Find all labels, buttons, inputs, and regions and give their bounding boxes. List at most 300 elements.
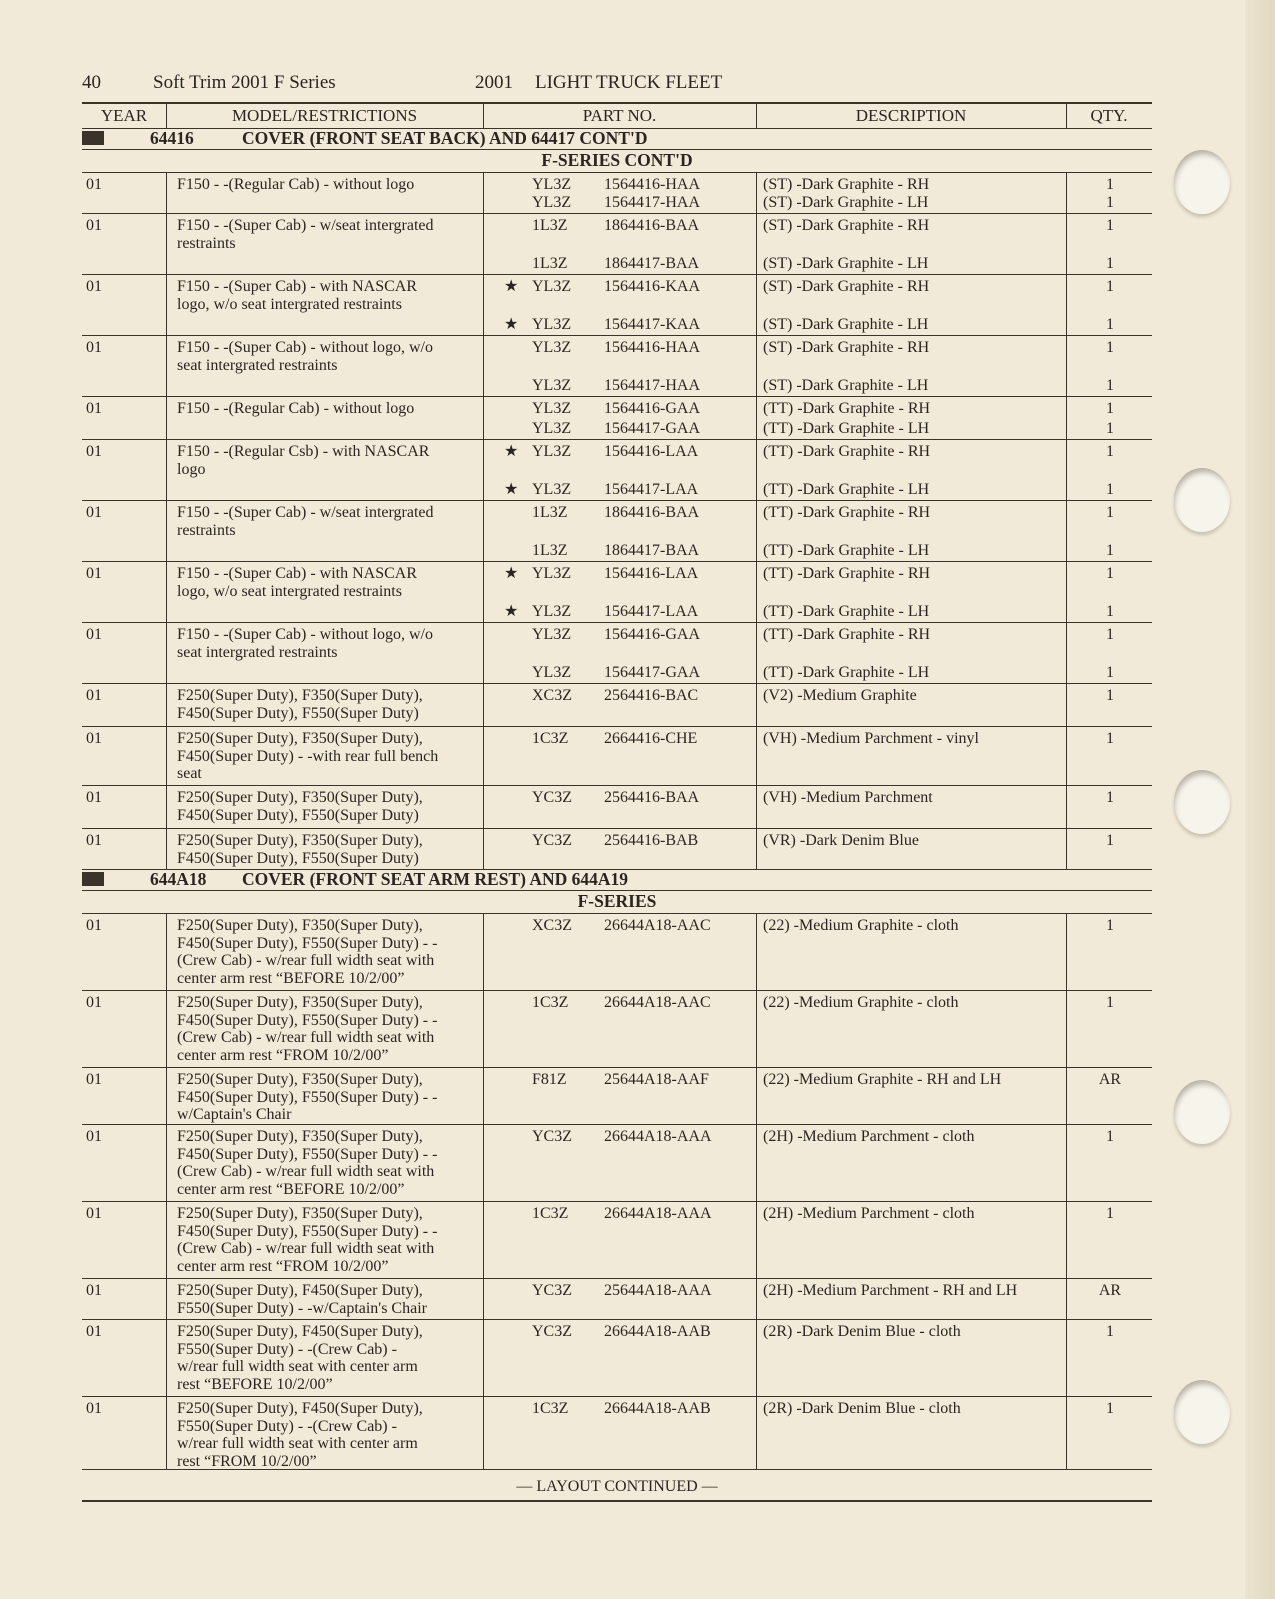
table-row bbox=[82, 501, 1152, 562]
qty-value: 1 bbox=[1106, 480, 1114, 498]
model-cell bbox=[166, 1397, 487, 1469]
model-cell bbox=[166, 1068, 487, 1124]
qty-value: 1 bbox=[1106, 400, 1114, 417]
part-prefix: YL3Z bbox=[532, 663, 572, 681]
description-cell bbox=[756, 397, 1073, 439]
header-year: 2001 bbox=[475, 72, 513, 93]
model-line: F250(Super Duty), F350(Super Duty), bbox=[177, 687, 423, 704]
qty-value: 1 bbox=[1106, 1400, 1114, 1417]
part-prefix: YL3Z bbox=[532, 602, 572, 620]
model-line: F250(Super Duty), F350(Super Duty), bbox=[177, 1205, 423, 1222]
part-cell bbox=[483, 829, 757, 869]
model-line: F250(Super Duty), F350(Super Duty), bbox=[177, 994, 423, 1011]
description-line: (22) -Medium Graphite - cloth bbox=[763, 917, 959, 934]
model-cell bbox=[166, 914, 487, 990]
star-icon: ★ bbox=[504, 278, 519, 295]
model-line: F250(Super Duty), F450(Super Duty), bbox=[177, 1323, 423, 1340]
part-number: 2564416-BAB bbox=[604, 832, 699, 849]
model-line: F250(Super Duty), F350(Super Duty), bbox=[177, 730, 423, 747]
qty-value: 1 bbox=[1106, 917, 1114, 934]
qty-value: 1 bbox=[1106, 315, 1114, 333]
part-prefix: YL3Z bbox=[532, 339, 572, 356]
binder-hole bbox=[1174, 468, 1230, 532]
model-line: seat intergrated restraints bbox=[177, 643, 338, 661]
section-title: COVER (FRONT SEAT BACK) AND 64417 CONT'D bbox=[242, 128, 648, 148]
table-row bbox=[82, 914, 1152, 991]
table-row bbox=[82, 1320, 1152, 1397]
qty-cell bbox=[1066, 991, 1153, 1067]
qty-value: 1 bbox=[1106, 730, 1114, 747]
model-cell bbox=[166, 1202, 487, 1278]
part-cell bbox=[483, 275, 757, 335]
part-number: 1564416-HAA bbox=[604, 339, 700, 356]
qty-cell bbox=[1066, 623, 1153, 683]
table-row bbox=[82, 1279, 1152, 1320]
part-prefix: YL3Z bbox=[532, 419, 572, 437]
qty-cell bbox=[1066, 786, 1153, 828]
description-cell bbox=[756, 829, 1073, 869]
description-line: (VR) -Dark Denim Blue bbox=[763, 832, 919, 849]
part-prefix: 1L3Z bbox=[532, 254, 568, 272]
qty-value: 1 bbox=[1106, 565, 1114, 582]
qty-cell bbox=[1066, 1320, 1153, 1396]
model-line: F150 - -(Regular Csb) - with NASCAR bbox=[177, 443, 430, 460]
table-row bbox=[82, 1068, 1152, 1125]
year-cell: 01 bbox=[86, 400, 102, 417]
table-row bbox=[82, 397, 1152, 440]
model-cell bbox=[166, 727, 487, 785]
qty-value: 1 bbox=[1106, 832, 1114, 849]
year-cell: 01 bbox=[86, 1323, 102, 1340]
qty-cell bbox=[1066, 275, 1153, 335]
section-header bbox=[82, 127, 1152, 150]
description-line: (22) -Medium Graphite - RH and LH bbox=[763, 1071, 1002, 1088]
qty-value: 1 bbox=[1106, 626, 1114, 643]
year-cell: 01 bbox=[86, 278, 102, 295]
description-cell bbox=[756, 684, 1073, 726]
year-cell: 01 bbox=[86, 1071, 102, 1088]
model-line: F150 - -(Regular Cab) - without logo bbox=[177, 400, 415, 417]
model-line: F450(Super Duty), F550(Super Duty) - - bbox=[177, 934, 438, 952]
part-prefix: YL3Z bbox=[532, 400, 572, 417]
description-cell bbox=[756, 501, 1073, 561]
year-cell: 01 bbox=[86, 789, 102, 806]
part-number: 1864416-BAA bbox=[604, 217, 700, 234]
qty-cell bbox=[1066, 1279, 1153, 1319]
part-cell bbox=[483, 1279, 757, 1319]
part-number: 25644A18-AAA bbox=[604, 1282, 712, 1299]
description-line: (2R) -Dark Denim Blue - cloth bbox=[763, 1323, 961, 1340]
model-line: (Crew Cab) - w/rear full width seat with bbox=[177, 952, 435, 969]
model-cell bbox=[166, 275, 487, 335]
part-cell bbox=[483, 501, 757, 561]
model-line: F550(Super Duty) - -(Crew Cab) - bbox=[177, 1417, 397, 1435]
qty-cell bbox=[1066, 727, 1153, 785]
year-cell: 01 bbox=[86, 339, 102, 356]
model-line: rest “FROM 10/2/00” bbox=[177, 1452, 317, 1470]
qty-value: AR bbox=[1098, 1282, 1122, 1299]
part-prefix: 1C3Z bbox=[532, 730, 569, 747]
description-line: (TT) -Dark Graphite - RH bbox=[763, 443, 931, 460]
qty-value: 1 bbox=[1106, 254, 1114, 272]
col-model: MODEL/RESTRICTIONS bbox=[231, 106, 418, 125]
year-cell: 01 bbox=[86, 1128, 102, 1145]
series-title: F-SERIES CONT'D bbox=[82, 150, 1152, 173]
model-line: F250(Super Duty), F350(Super Duty), bbox=[177, 917, 423, 934]
star-icon: ★ bbox=[504, 443, 519, 460]
part-number: 26644A18-AAB bbox=[604, 1400, 711, 1417]
description-line: (ST) -Dark Graphite - LH bbox=[763, 315, 929, 333]
year-cell: 01 bbox=[86, 687, 102, 704]
qty-value: 1 bbox=[1106, 278, 1114, 295]
model-line: F450(Super Duty), F550(Super Duty) - - bbox=[177, 1222, 438, 1240]
column-headers bbox=[82, 102, 1152, 129]
model-cell bbox=[166, 397, 487, 439]
part-number: 1564416-HAA bbox=[604, 176, 700, 193]
model-line: F450(Super Duty) - -with rear full bench bbox=[177, 747, 439, 765]
part-prefix: YC3Z bbox=[532, 789, 572, 806]
qty-cell bbox=[1066, 214, 1153, 274]
part-number: 1564416-GAA bbox=[604, 626, 700, 643]
part-number: 26644A18-AAC bbox=[604, 917, 711, 934]
part-prefix: F81Z bbox=[532, 1071, 567, 1088]
qty-cell bbox=[1066, 1397, 1153, 1469]
part-prefix: YL3Z bbox=[532, 443, 572, 460]
model-cell bbox=[166, 440, 487, 500]
model-line: seat intergrated restraints bbox=[177, 356, 338, 374]
model-line: center arm rest “FROM 10/2/00” bbox=[177, 1257, 389, 1275]
model-cell bbox=[166, 829, 487, 869]
description-line: (ST) -Dark Graphite - RH bbox=[763, 176, 930, 193]
qty-value: AR bbox=[1098, 1071, 1122, 1088]
part-number: 1564417-HAA bbox=[604, 376, 700, 394]
qty-cell bbox=[1066, 336, 1153, 396]
qty-value: 1 bbox=[1106, 602, 1114, 620]
qty-cell bbox=[1066, 440, 1153, 500]
year-cell: 01 bbox=[86, 504, 102, 521]
part-prefix: YL3Z bbox=[532, 193, 572, 211]
description-cell bbox=[756, 1125, 1073, 1201]
page-title: LIGHT TRUCK FLEET bbox=[535, 72, 723, 93]
model-line: F150 - -(Super Cab) - w/seat intergrated bbox=[177, 504, 434, 521]
qty-value: 1 bbox=[1106, 687, 1114, 704]
model-line: seat bbox=[177, 765, 202, 782]
description-cell bbox=[756, 1202, 1073, 1278]
model-line: F250(Super Duty), F350(Super Duty), bbox=[177, 1128, 423, 1145]
table-row bbox=[82, 214, 1152, 275]
table-row bbox=[82, 991, 1152, 1068]
binder-hole bbox=[1174, 770, 1230, 834]
part-prefix: YC3Z bbox=[532, 1282, 572, 1299]
part-number: 1564417-KAA bbox=[604, 315, 700, 333]
qty-value: 1 bbox=[1106, 789, 1114, 806]
model-cell bbox=[166, 1320, 487, 1396]
part-cell bbox=[483, 214, 757, 274]
description-cell bbox=[756, 727, 1073, 785]
series-title: F-SERIES bbox=[82, 891, 1152, 914]
part-cell bbox=[483, 1068, 757, 1124]
model-line: restraints bbox=[177, 521, 236, 539]
part-number: 26644A18-AAB bbox=[604, 1323, 711, 1340]
description-line: (TT) -Dark Graphite - LH bbox=[763, 541, 930, 559]
page-header bbox=[82, 72, 1152, 98]
star-icon: ★ bbox=[504, 565, 519, 582]
table-row bbox=[82, 173, 1152, 214]
part-cell bbox=[483, 786, 757, 828]
description-line: (22) -Medium Graphite - cloth bbox=[763, 994, 959, 1011]
model-cell bbox=[166, 684, 487, 726]
qty-value: 1 bbox=[1106, 419, 1114, 437]
qty-cell bbox=[1066, 829, 1153, 869]
binder-hole bbox=[1174, 1080, 1230, 1144]
part-prefix: YL3Z bbox=[532, 315, 572, 333]
part-number: 1564416-LAA bbox=[604, 443, 699, 460]
model-line: F450(Super Duty), F550(Super Duty) bbox=[177, 849, 419, 867]
parts-table bbox=[82, 173, 1152, 870]
qty-cell bbox=[1066, 562, 1153, 622]
parts-table bbox=[82, 914, 1152, 1470]
section-code: 644A18 bbox=[150, 869, 207, 889]
part-prefix: 1L3Z bbox=[532, 217, 568, 234]
star-icon: ★ bbox=[504, 315, 519, 333]
part-number: 1864417-BAA bbox=[604, 254, 700, 272]
description-line: (2H) -Medium Parchment - cloth bbox=[763, 1128, 975, 1145]
model-line: F450(Super Duty), F550(Super Duty) bbox=[177, 704, 419, 722]
description-line: (VH) -Medium Parchment bbox=[763, 789, 933, 806]
model-cell bbox=[166, 501, 487, 561]
description-cell bbox=[756, 1397, 1073, 1469]
qty-cell bbox=[1066, 1202, 1153, 1278]
model-line: F550(Super Duty) - -(Crew Cab) - bbox=[177, 1340, 397, 1358]
description-cell bbox=[756, 1068, 1073, 1124]
year-cell: 01 bbox=[86, 1282, 102, 1299]
qty-value: 1 bbox=[1106, 339, 1114, 356]
qty-cell bbox=[1066, 501, 1153, 561]
year-cell: 01 bbox=[86, 832, 102, 849]
part-prefix: 1C3Z bbox=[532, 1205, 569, 1222]
model-line: center arm rest “FROM 10/2/00” bbox=[177, 1046, 389, 1064]
model-line: F450(Super Duty), F550(Super Duty) bbox=[177, 806, 419, 824]
model-line: (Crew Cab) - w/rear full width seat with bbox=[177, 1240, 435, 1257]
description-line: (ST) -Dark Graphite - LH bbox=[763, 376, 929, 394]
qty-cell bbox=[1066, 1068, 1153, 1124]
table-row bbox=[82, 1202, 1152, 1279]
model-line: logo, w/o seat intergrated restraints bbox=[177, 295, 402, 313]
qty-cell bbox=[1066, 1125, 1153, 1201]
part-cell bbox=[483, 1125, 757, 1201]
description-line: (2H) -Medium Parchment - RH and LH bbox=[763, 1282, 1018, 1299]
model-line: F250(Super Duty), F350(Super Duty), bbox=[177, 789, 423, 806]
description-line: (TT) -Dark Graphite - LH bbox=[763, 663, 930, 681]
part-cell bbox=[483, 562, 757, 622]
part-number: 1564417-HAA bbox=[604, 193, 700, 211]
year-cell: 01 bbox=[86, 730, 102, 747]
qty-value: 1 bbox=[1106, 176, 1114, 193]
description-line: (ST) -Dark Graphite - RH bbox=[763, 339, 930, 356]
part-cell bbox=[483, 173, 757, 213]
section-marker bbox=[82, 872, 104, 886]
model-line: w/rear full width seat with center arm bbox=[177, 1435, 418, 1452]
description-cell bbox=[756, 1320, 1073, 1396]
model-line: logo, w/o seat intergrated restraints bbox=[177, 582, 402, 600]
part-prefix: YL3Z bbox=[532, 565, 572, 582]
model-line: center arm rest “BEFORE 10/2/00” bbox=[177, 1180, 405, 1198]
model-cell bbox=[166, 786, 487, 828]
part-cell bbox=[483, 623, 757, 683]
model-line: rest “BEFORE 10/2/00” bbox=[177, 1375, 333, 1393]
model-line: F450(Super Duty), F550(Super Duty) - - bbox=[177, 1011, 438, 1029]
col-qty: QTY. bbox=[1090, 106, 1128, 125]
col-description: DESCRIPTION bbox=[855, 106, 967, 125]
part-prefix: YL3Z bbox=[532, 626, 572, 643]
model-line: F150 - -(Regular Cab) - without logo bbox=[177, 176, 415, 193]
qty-value: 1 bbox=[1106, 994, 1114, 1011]
part-cell bbox=[483, 1397, 757, 1469]
part-number: 1564416-GAA bbox=[604, 400, 700, 417]
qty-cell bbox=[1066, 914, 1153, 990]
description-line: (2R) -Dark Denim Blue - cloth bbox=[763, 1400, 961, 1417]
description-cell bbox=[756, 914, 1073, 990]
model-line: F250(Super Duty), F450(Super Duty), bbox=[177, 1282, 423, 1299]
description-cell bbox=[756, 562, 1073, 622]
model-line: F250(Super Duty), F350(Super Duty), bbox=[177, 832, 423, 849]
description-line: (TT) -Dark Graphite - LH bbox=[763, 602, 930, 620]
model-line: (Crew Cab) - w/rear full width seat with bbox=[177, 1029, 435, 1046]
part-number: 1864416-BAA bbox=[604, 504, 700, 521]
part-cell bbox=[483, 914, 757, 990]
description-line: (ST) -Dark Graphite - RH bbox=[763, 278, 930, 295]
part-prefix: 1L3Z bbox=[532, 504, 568, 521]
model-line: F550(Super Duty) - -w/Captain's Chair bbox=[177, 1299, 427, 1317]
part-cell bbox=[483, 991, 757, 1067]
year-cell: 01 bbox=[86, 217, 102, 234]
model-line: F150 - -(Super Cab) - with NASCAR bbox=[177, 278, 417, 295]
model-line: F250(Super Duty), F450(Super Duty), bbox=[177, 1400, 423, 1417]
star-icon: ★ bbox=[504, 480, 519, 498]
year-cell: 01 bbox=[86, 917, 102, 934]
part-prefix: YL3Z bbox=[532, 176, 572, 193]
description-cell bbox=[756, 786, 1073, 828]
qty-value: 1 bbox=[1106, 541, 1114, 559]
year-cell: 01 bbox=[86, 565, 102, 582]
description-line: (TT) -Dark Graphite - RH bbox=[763, 400, 931, 417]
table-row bbox=[82, 727, 1152, 786]
book-title: Soft Trim 2001 F Series bbox=[153, 72, 336, 93]
qty-cell bbox=[1066, 397, 1153, 439]
description-cell bbox=[756, 623, 1073, 683]
qty-value: 1 bbox=[1106, 443, 1114, 460]
model-line: F150 - -(Super Cab) - without logo, w/o bbox=[177, 626, 433, 643]
section-title: COVER (FRONT SEAT ARM REST) AND 644A19 bbox=[242, 869, 629, 889]
table-row bbox=[82, 1125, 1152, 1202]
description-cell bbox=[756, 173, 1073, 213]
description-cell bbox=[756, 336, 1073, 396]
binder-hole bbox=[1174, 150, 1230, 214]
year-cell: 01 bbox=[86, 1205, 102, 1222]
part-number: 1864417-BAA bbox=[604, 541, 700, 559]
part-prefix: YC3Z bbox=[532, 1128, 572, 1145]
qty-cell bbox=[1066, 173, 1153, 213]
table-row bbox=[82, 440, 1152, 501]
part-number: 1564417-LAA bbox=[604, 480, 699, 498]
star-icon: ★ bbox=[504, 602, 519, 620]
year-cell: 01 bbox=[86, 176, 102, 193]
model-cell bbox=[166, 173, 487, 213]
part-prefix: 1C3Z bbox=[532, 994, 569, 1011]
model-cell bbox=[166, 1125, 487, 1201]
description-line: (TT) -Dark Graphite - LH bbox=[763, 419, 930, 437]
model-cell bbox=[166, 214, 487, 274]
part-number: 25644A18-AAF bbox=[604, 1071, 709, 1088]
part-prefix: YL3Z bbox=[532, 376, 572, 394]
table-row bbox=[82, 1397, 1152, 1470]
year-cell: 01 bbox=[86, 626, 102, 643]
model-line: (Crew Cab) - w/rear full width seat with bbox=[177, 1163, 435, 1180]
qty-value: 1 bbox=[1106, 1128, 1114, 1145]
model-line: F150 - -(Super Cab) - without logo, w/o bbox=[177, 339, 433, 356]
qty-value: 1 bbox=[1106, 1323, 1114, 1340]
part-prefix: YC3Z bbox=[532, 1323, 572, 1340]
page-edge bbox=[1245, 0, 1275, 1599]
model-line: F250(Super Duty), F350(Super Duty), bbox=[177, 1071, 423, 1088]
model-line: restraints bbox=[177, 234, 236, 252]
part-cell bbox=[483, 684, 757, 726]
description-cell bbox=[756, 991, 1073, 1067]
part-number: 1564416-KAA bbox=[604, 278, 700, 295]
part-number: 2664416-CHE bbox=[604, 730, 698, 747]
col-year: YEAR bbox=[100, 106, 148, 125]
model-line: F150 - -(Super Cab) - with NASCAR bbox=[177, 565, 417, 582]
col-part: PART NO. bbox=[582, 106, 657, 125]
part-prefix: XC3Z bbox=[532, 687, 572, 704]
table-row bbox=[82, 562, 1152, 623]
table-row bbox=[82, 336, 1152, 397]
description-line: (2H) -Medium Parchment - cloth bbox=[763, 1205, 975, 1222]
part-prefix: 1C3Z bbox=[532, 1400, 569, 1417]
year-cell: 01 bbox=[86, 1400, 102, 1417]
part-number: 1564417-GAA bbox=[604, 663, 700, 681]
part-number: 2564416-BAA bbox=[604, 789, 700, 806]
table-row bbox=[82, 786, 1152, 829]
qty-value: 1 bbox=[1106, 663, 1114, 681]
part-prefix: YC3Z bbox=[532, 832, 572, 849]
model-line: F450(Super Duty), F550(Super Duty) - - bbox=[177, 1088, 438, 1106]
model-cell bbox=[166, 991, 487, 1067]
description-line: (ST) -Dark Graphite - LH bbox=[763, 254, 929, 272]
model-line: center arm rest “BEFORE 10/2/00” bbox=[177, 969, 405, 987]
description-cell bbox=[756, 275, 1073, 335]
part-cell bbox=[483, 727, 757, 785]
part-cell bbox=[483, 1202, 757, 1278]
qty-value: 1 bbox=[1106, 217, 1114, 234]
section-marker bbox=[82, 131, 104, 145]
part-number: 2564416-BAC bbox=[604, 687, 699, 704]
description-line: (ST) -Dark Graphite - LH bbox=[763, 193, 929, 211]
year-cell: 01 bbox=[86, 994, 102, 1011]
part-number: 1564416-LAA bbox=[604, 565, 699, 582]
qty-value: 1 bbox=[1106, 504, 1114, 521]
part-cell bbox=[483, 336, 757, 396]
description-cell bbox=[756, 1279, 1073, 1319]
model-line: w/rear full width seat with center arm bbox=[177, 1358, 418, 1375]
part-cell bbox=[483, 440, 757, 500]
model-line: F150 - -(Super Cab) - w/seat intergrated bbox=[177, 217, 434, 234]
section-header bbox=[82, 868, 1152, 891]
part-number: 1564417-GAA bbox=[604, 419, 700, 437]
part-cell bbox=[483, 1320, 757, 1396]
table-row bbox=[82, 275, 1152, 336]
qty-value: 1 bbox=[1106, 193, 1114, 211]
